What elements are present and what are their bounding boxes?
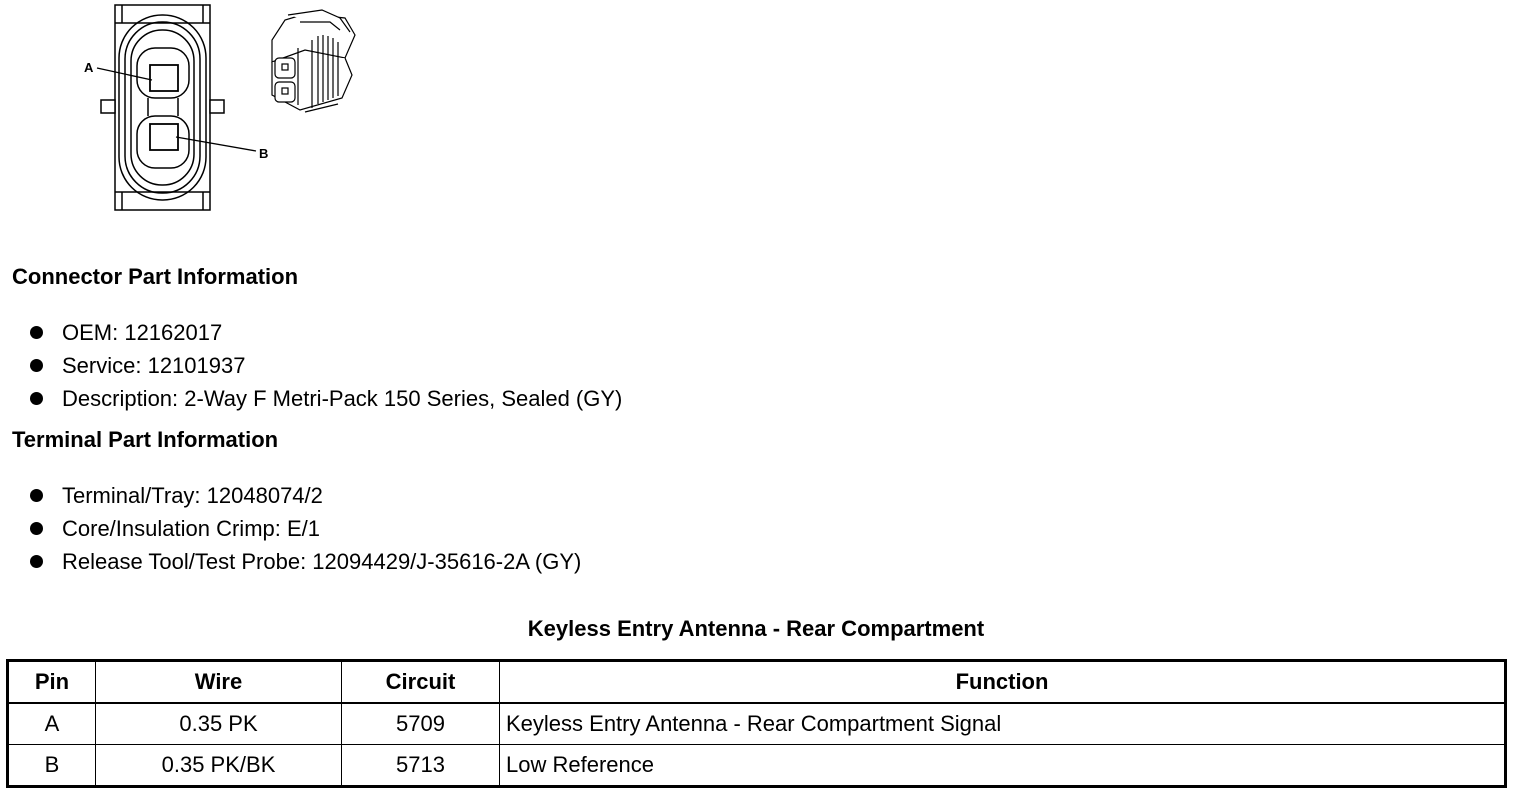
table-header-row: [8, 661, 1506, 704]
column-header-pin: Pin: [8, 661, 96, 704]
pin-table-title: Keyless Entry Antenna - Rear Compartment: [527, 616, 985, 641]
list-item-text: Service: 12101937: [62, 353, 246, 378]
list-item-text: Core/Insulation Crimp: E/1: [62, 516, 320, 541]
list-item-text: Release Tool/Test Probe: 12094429/J-35616-2A (GY): [62, 549, 582, 574]
pin-b-label: B: [259, 146, 269, 161]
list-item: [28, 479, 581, 512]
bullet-icon: [30, 359, 43, 372]
connector-info-list: [28, 316, 622, 415]
pin-a-label: A: [84, 60, 94, 75]
column-header-circuit: Circuit: [342, 661, 500, 704]
cell-wire: 0.35 PK: [96, 703, 342, 745]
column-header-function: Function: [500, 661, 1506, 704]
cell-circuit: 5709: [342, 703, 500, 745]
column-header-wire: Wire: [96, 661, 342, 704]
cell-pin: A: [8, 703, 96, 745]
bullet-icon: [30, 522, 43, 535]
pin-table: [6, 659, 1507, 788]
connector-diagram: [0, 0, 380, 220]
list-item: [28, 382, 622, 415]
list-item: [28, 512, 581, 545]
cell-circuit: 5713: [342, 745, 500, 787]
cell-pin: B: [8, 745, 96, 787]
list-item-text: OEM: 12162017: [62, 320, 223, 345]
table-row: [8, 703, 1506, 745]
connector-3d-view: [272, 10, 355, 112]
table-row: [8, 745, 1506, 787]
list-item: [28, 316, 622, 349]
terminal-info-list: [28, 479, 581, 578]
terminal-info-heading: Terminal Part Information: [12, 427, 279, 452]
bullet-icon: [30, 489, 43, 502]
connector-face-view: [97, 5, 256, 210]
list-item: [28, 349, 622, 382]
list-item-text: Terminal/Tray: 12048074/2: [62, 483, 323, 508]
cell-function: Low Reference: [500, 745, 1506, 787]
list-item: [28, 545, 581, 578]
list-item-text: Description: 2-Way F Metri-Pack 150 Series, Sealed (GY): [62, 386, 623, 411]
bullet-icon: [30, 555, 43, 568]
connector-info-heading: Connector Part Information: [12, 264, 299, 289]
cell-function: Keyless Entry Antenna - Rear Compartment Signal: [500, 703, 1506, 745]
bullet-icon: [30, 326, 43, 339]
bullet-icon: [30, 392, 43, 405]
cell-wire: 0.35 PK/BK: [96, 745, 342, 787]
